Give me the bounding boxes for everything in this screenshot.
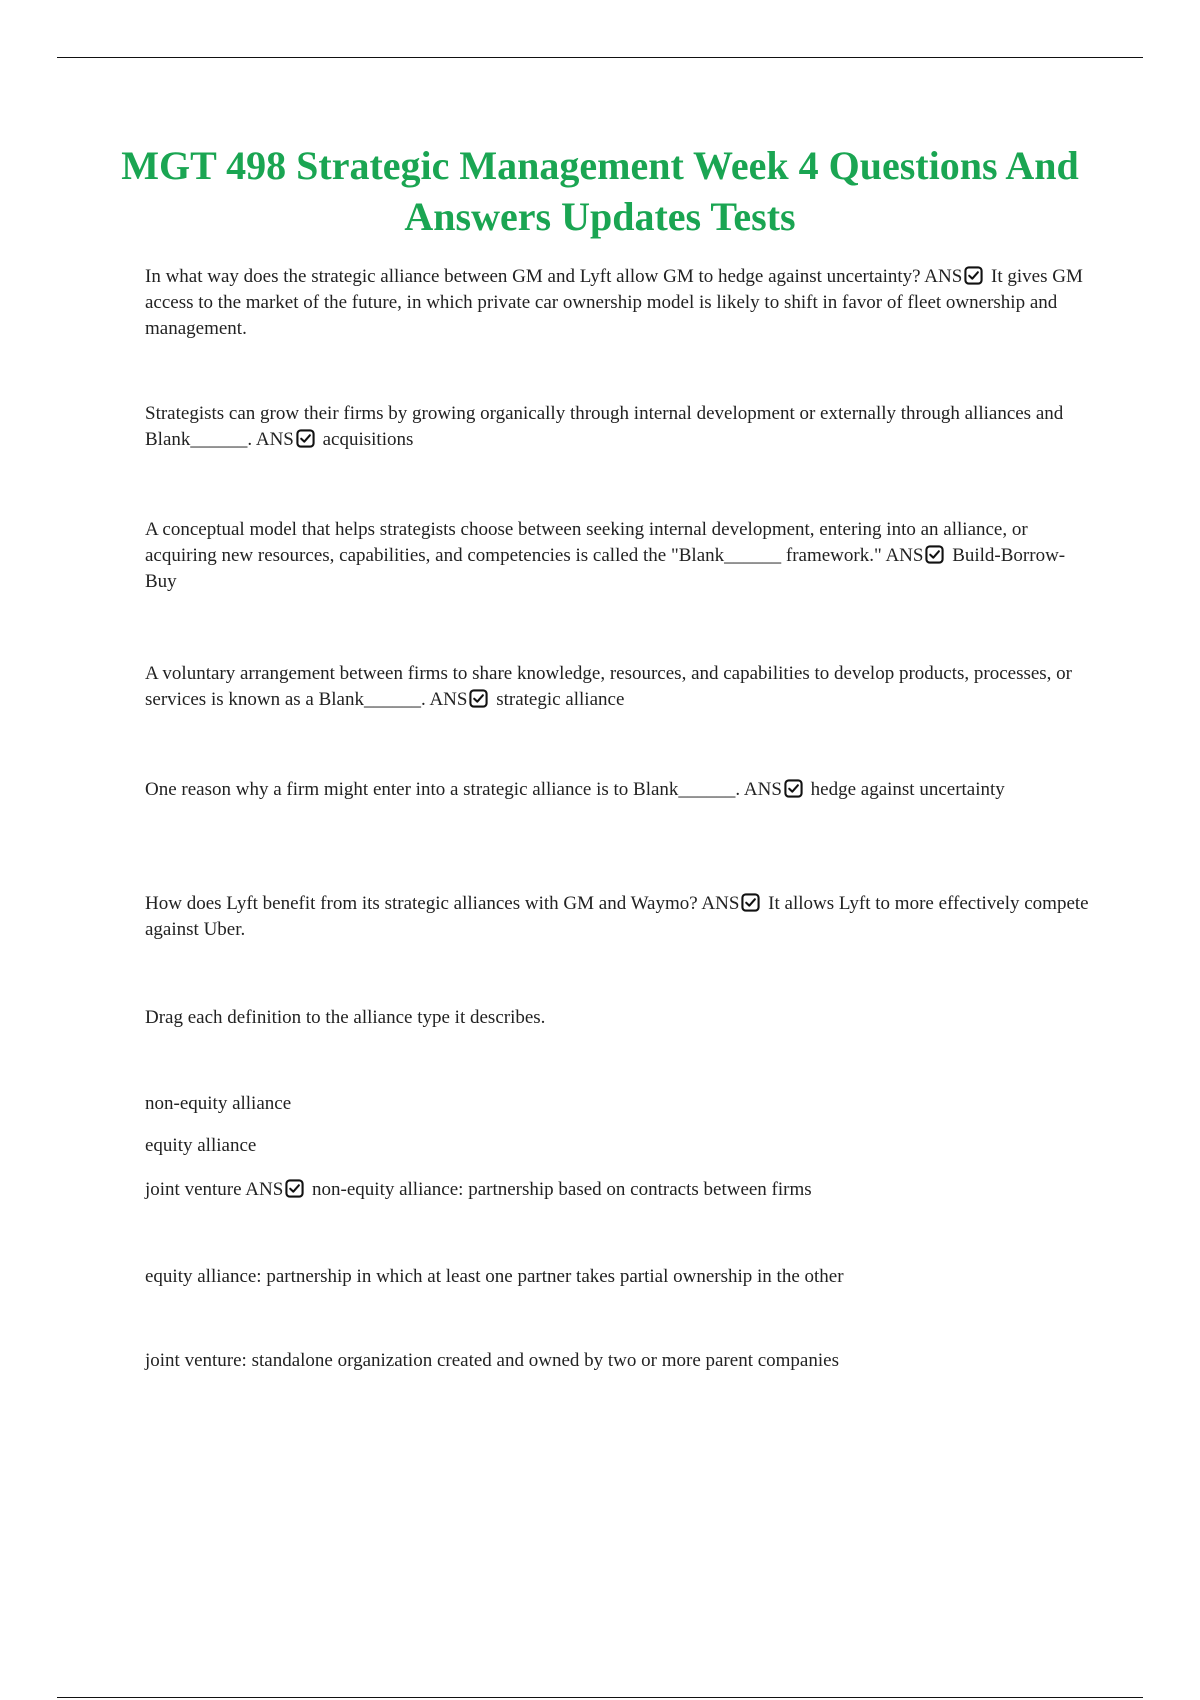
question-text: One reason why a firm might enter into a strategic alliance is to Blank______. (145, 779, 741, 800)
document-title: MGT 498 Strategic Management Week 4 Questions And Answers Updates Tests (121, 143, 1079, 239)
drag-prompt: Drag each definition to the alliance type it describes. (145, 1007, 546, 1028)
question-text: A voluntary arrangement between firms to share knowledge, resources, and capabilities to develop products, processes, or services is known as a Blank______. (145, 663, 1073, 710)
question-text: How does Lyft benefit from its strategic alliances with GM and Waymo? (145, 893, 698, 914)
checkbox-checked-icon (925, 545, 944, 564)
checkbox-checked-icon (285, 1179, 304, 1198)
answer-text: acquisitions (322, 429, 414, 450)
ans-label: ANS (924, 266, 963, 287)
drag-answer-3: joint venture: standalone organization created and owned by two or more parent companies (145, 1350, 839, 1371)
checkbox-checked-icon (784, 779, 803, 798)
answer-text: hedge against uncertainty (810, 779, 1005, 800)
qa-item-2 (145, 401, 1090, 453)
question-text: Strategists can grow their firms by growing organically through internal development or externally through alliances and Blank______. (145, 403, 1064, 450)
drag-option-2: equity alliance (145, 1135, 257, 1156)
qa-item-4 (145, 661, 1090, 713)
top-rule (57, 57, 1143, 58)
qa-item-5 (145, 777, 1090, 803)
checkbox-checked-icon (296, 429, 315, 448)
ans-label: ANS (245, 1179, 284, 1200)
checkbox-checked-icon (741, 893, 760, 912)
qa-item-1 (145, 264, 1090, 342)
answer-text: Build-Borrow-Buy (145, 545, 1066, 592)
drag-option-1: non-equity alliance (145, 1093, 292, 1114)
question-text: In what way does the strategic alliance between GM and Lyft allow GM to hedge against uncertainty? (145, 266, 921, 287)
answer-text: strategic alliance (496, 689, 625, 710)
checkbox-checked-icon (964, 266, 983, 285)
qa-item-3 (145, 517, 1090, 595)
checkbox-checked-icon (469, 689, 488, 708)
ans-label: ANS (701, 893, 740, 914)
ans-label: ANS (885, 545, 924, 566)
answer-text: It gives GM access to the market of the future, in which private car ownership model is likely to shift in favor of fleet ownership and management. (145, 266, 1083, 339)
qa-item-6 (145, 891, 1090, 943)
answer-text: It allows Lyft to more effectively compete against Uber. (145, 893, 1089, 940)
ans-label: ANS (255, 429, 294, 450)
drag-option-3: joint venture (145, 1179, 242, 1200)
drag-answer-1: non-equity alliance: partnership based on contracts between firms (312, 1179, 812, 1200)
question-text: A conceptual model that helps strategists choose between seeking internal development, entering into an alliance, or acquiring new resources, capabilities, and competencies is called the "Blank______ framework." (145, 519, 1028, 566)
drag-option-3-with-answer (145, 1177, 1090, 1203)
drag-answer-2: equity alliance: partnership in which at least one partner takes partial ownership in the other (145, 1266, 844, 1287)
ans-label: ANS (429, 689, 468, 710)
bottom-rule (57, 1697, 1143, 1698)
ans-label: ANS (743, 779, 782, 800)
